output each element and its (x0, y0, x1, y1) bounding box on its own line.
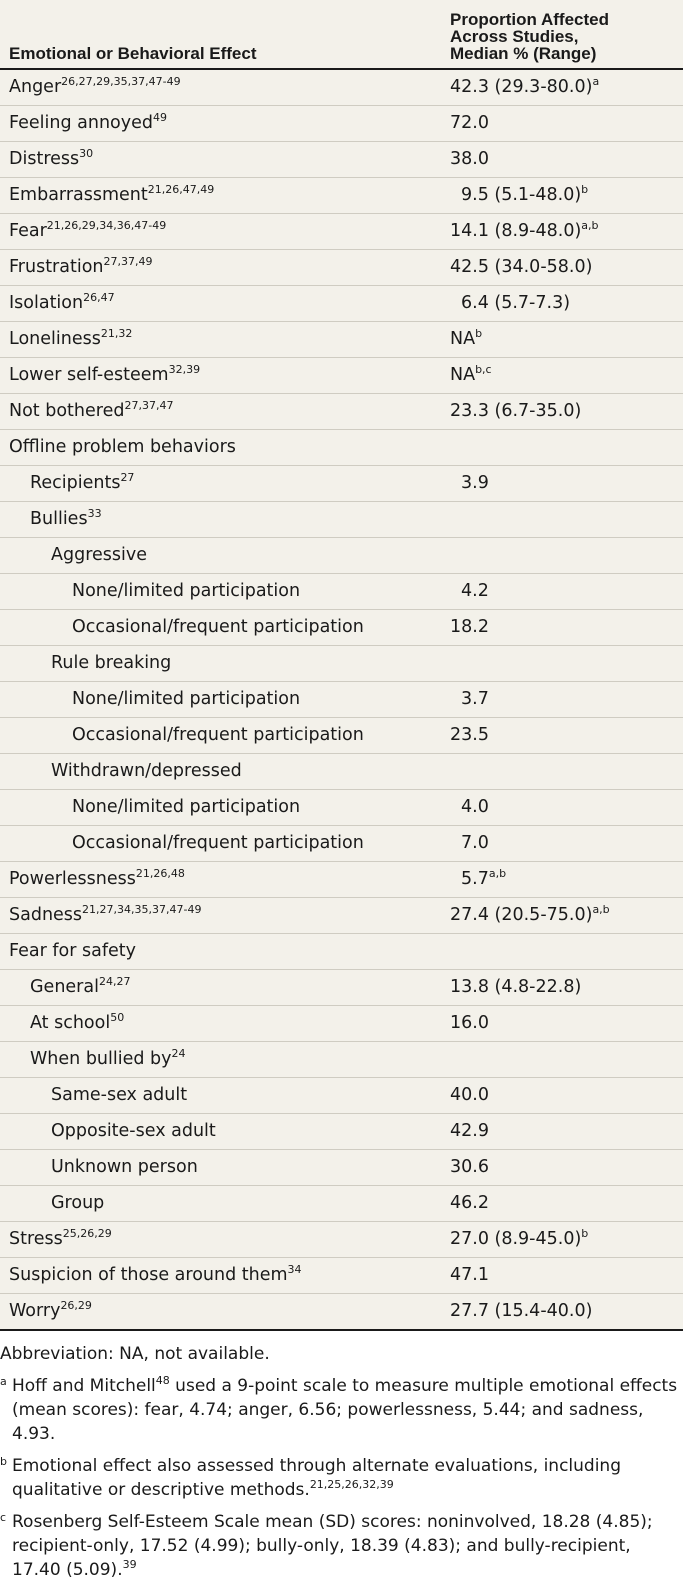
effect-label: Embarrassment (9, 185, 148, 205)
proportion-cell (450, 718, 489, 753)
proportion-value: 6.4 (5.7-7.3) (461, 293, 571, 313)
proportion-cell (450, 610, 489, 645)
proportion-value: NA (450, 329, 476, 349)
proportion-value: 42.9 (450, 1121, 489, 1141)
proportion-cell (450, 322, 482, 357)
effect-cell (72, 610, 364, 645)
effect-label: Frustration (9, 257, 104, 277)
proportion-value: 14.1 (8.9-48.0) (450, 221, 582, 241)
effect-refs: 27,37,49 (103, 255, 153, 268)
effect-label: Isolation (9, 293, 84, 313)
proportion-value: NA (450, 365, 476, 385)
table-row (0, 1150, 683, 1186)
table-row (0, 682, 683, 718)
table-row (0, 934, 683, 970)
table-row (0, 358, 683, 394)
footnote-b-mark: b (0, 1455, 7, 1468)
table-row (0, 502, 683, 538)
effect-refs: 50 (110, 1011, 125, 1024)
effect-cell (9, 430, 236, 465)
effect-refs: 33 (87, 507, 102, 520)
effect-cell (51, 1150, 198, 1185)
effect-refs: 27,37,47 (124, 399, 174, 412)
footnote-a-ref: 48 (155, 1374, 170, 1387)
proportion-value: 9.5 (5.1-48.0) (461, 185, 582, 205)
proportion-cell (450, 1186, 489, 1221)
table-row (0, 142, 683, 178)
proportion-cell (450, 394, 581, 429)
effect-refs: 49 (152, 111, 167, 124)
proportion-cell (450, 70, 599, 105)
effect-cell (30, 466, 134, 501)
footnote-marks: a,b (592, 903, 610, 916)
effect-label: Powerlessness (9, 869, 136, 889)
proportion-cell (450, 1294, 592, 1329)
proportion-value: 23.5 (450, 725, 489, 745)
table-row (0, 862, 683, 898)
table-row (0, 538, 683, 574)
table-row (0, 646, 683, 682)
proportion-value: 27.4 (20.5-75.0) (450, 905, 593, 925)
proportion-value: 16.0 (450, 1013, 489, 1033)
footnote-marks: b,c (475, 363, 492, 376)
effect-label: Not bothered (9, 401, 125, 421)
footnote-marks: b (581, 183, 589, 196)
proportion-value: 38.0 (450, 149, 489, 169)
table-row (0, 718, 683, 754)
header-proportion (450, 11, 609, 62)
table-row (0, 250, 683, 286)
proportion-value: 4.2 (461, 581, 489, 601)
proportion-cell (461, 682, 489, 717)
effect-refs: 26,27,29,35,37,47-49 (61, 75, 181, 88)
effect-cell (51, 1186, 104, 1221)
effect-label: Opposite-sex adult (51, 1121, 216, 1141)
footnote-a: $^a$ Hoff and Mitchell$^{48}$ used a 9-point scale to measure multiple emotional effects (mean scores): fear, 4.74; anger, 6.56; powerlessness, 5.44; and sadness, 4.93. (0, 1374, 678, 1444)
table-row (0, 610, 683, 646)
effect-cell (9, 106, 167, 141)
table-row (0, 574, 683, 610)
effect-refs: 32,39 (168, 363, 201, 376)
effect-label: Offline problem behaviors (9, 437, 236, 457)
effect-label: Feeling annoyed (9, 113, 153, 133)
proportion-value: 18.2 (450, 617, 489, 637)
table-row (0, 286, 683, 322)
effect-label: Rule breaking (51, 653, 172, 673)
effect-cell (9, 1294, 92, 1329)
footnote-marks: a (592, 75, 600, 88)
table-row (0, 70, 683, 106)
table-row (0, 898, 683, 934)
proportion-cell (461, 574, 489, 609)
proportion-cell (450, 970, 581, 1005)
proportion-cell (461, 178, 588, 213)
footnote-b-ref: 21,25,26,32,39 (309, 1478, 394, 1491)
proportion-value: 42.5 (34.0-58.0) (450, 257, 593, 277)
effect-cell (30, 1042, 186, 1077)
effect-label: None/limited participation (72, 581, 301, 601)
table-row (0, 1258, 683, 1294)
effect-cell (72, 682, 300, 717)
effect-label: Bullies (30, 509, 88, 529)
effect-label: Fear (9, 221, 47, 241)
proportion-value: 3.7 (461, 689, 489, 709)
effect-cell (9, 178, 214, 213)
proportion-cell (461, 826, 489, 861)
effect-label: None/limited participation (72, 689, 301, 709)
effect-label: Occasional/frequent participation (72, 833, 364, 853)
effect-label: Anger (9, 77, 62, 97)
effect-label: Unknown person (51, 1157, 198, 1177)
table-row (0, 178, 683, 214)
effect-cell (9, 322, 132, 357)
effect-refs: 21,26,29,34,36,47-49 (46, 219, 167, 232)
effect-label: Lower self-esteem (9, 365, 169, 385)
effect-cell (9, 1222, 112, 1257)
effect-label: Stress (9, 1229, 63, 1249)
proportion-cell (450, 1006, 489, 1041)
table-row (0, 790, 683, 826)
table-header (0, 0, 683, 70)
effect-label: When bullied by (30, 1049, 172, 1069)
proportion-cell (461, 862, 506, 897)
effect-refs: 25,26,29 (62, 1227, 112, 1240)
effect-label: Suspicion of those around them (9, 1265, 288, 1285)
proportion-cell (450, 1114, 489, 1149)
footnote-c: $^c$ Rosenberg Self-Esteem Scale mean (SD) scores: noninvolved, 18.28 (4.85); recipient-only, 17.52 (4.99); bully-only, 18.39 (4.83); and bully-recipient, 17.40 (5.09).$^{39}$ (0, 1511, 653, 1580)
proportion-value: 5.7 (461, 869, 489, 889)
effect-label: Recipients (30, 473, 121, 493)
table-row (0, 430, 683, 466)
table-row (0, 1222, 683, 1258)
proportion-value: 42.3 (29.3-80.0) (450, 77, 593, 97)
proportion-cell (450, 250, 592, 285)
effect-label: Sadness (9, 905, 83, 925)
effect-refs: 21,32 (100, 327, 133, 340)
effect-cell (30, 1006, 124, 1041)
effect-cell (72, 574, 300, 609)
table-row (0, 1006, 683, 1042)
effect-cell (9, 862, 185, 897)
effect-cell (30, 502, 102, 537)
proportion-value: 3.9 (461, 473, 489, 493)
footnote-marks: b (475, 327, 483, 340)
proportion-cell (450, 1078, 489, 1113)
effect-cell (72, 790, 300, 825)
effect-cell (72, 826, 364, 861)
proportion-value: 13.8 (4.8-22.8) (450, 977, 582, 997)
effect-refs: 27 (120, 471, 135, 484)
effect-label: Same-sex adult (51, 1085, 188, 1105)
footnote-marks: b (581, 1227, 589, 1240)
effect-label: General (30, 977, 99, 997)
effect-cell (72, 718, 364, 753)
effect-label: Worry (9, 1301, 61, 1321)
header-proportion-line-3: Median % (Range) (450, 44, 597, 63)
footnote-marks: a,b (581, 219, 599, 232)
table-row (0, 394, 683, 430)
effect-label: Aggressive (51, 545, 147, 565)
proportion-value: 72.0 (450, 113, 489, 133)
effect-cell (9, 394, 173, 429)
effect-refs: 21,26,48 (135, 867, 185, 880)
proportion-value: 30.6 (450, 1157, 489, 1177)
effect-cell (9, 250, 152, 285)
effect-cell (9, 934, 136, 969)
proportion-cell (461, 466, 489, 501)
footnote-c-ref: 39 (122, 1558, 137, 1571)
footnote-b: $^b$ Emotional effect also assessed through alternate evaluations, including qualitative or descriptive methods.$^{21,25,26,32,39}$ (0, 1455, 621, 1500)
table-row (0, 1078, 683, 1114)
table-row (0, 754, 683, 790)
header-proportion-line-2: Across Studies, (450, 27, 579, 46)
effect-refs: 34 (287, 1263, 302, 1276)
table-row (0, 466, 683, 502)
abbreviation-note: Abbreviation: NA, not available. (0, 1344, 270, 1364)
proportion-value: 47.1 (450, 1265, 489, 1285)
table-row (0, 1186, 683, 1222)
table-body (0, 70, 683, 1329)
effect-cell (51, 538, 147, 573)
effect-label: None/limited participation (72, 797, 301, 817)
table-row (0, 826, 683, 862)
effect-cell (51, 754, 242, 789)
proportion-cell (450, 898, 610, 933)
footnote-c-mark: c (0, 1511, 7, 1524)
effect-cell (9, 286, 115, 321)
effect-label: Distress (9, 149, 80, 169)
header-effect: Emotional or Behavioral Effect (9, 44, 257, 63)
footnote-a-mark: a (0, 1375, 7, 1388)
proportion-cell (461, 790, 489, 825)
effect-cell (30, 970, 130, 1005)
effect-refs: 24,27 (98, 975, 131, 988)
effect-label: Loneliness (9, 329, 101, 349)
proportion-value: 40.0 (450, 1085, 489, 1105)
effect-cell (9, 898, 201, 933)
effect-cell (9, 1258, 302, 1293)
effect-label: Occasional/frequent participation (72, 725, 364, 745)
proportion-cell (450, 1222, 588, 1257)
effect-refs: 24 (171, 1047, 186, 1060)
effect-refs: 21,26,47,49 (147, 183, 215, 196)
table-row (0, 1114, 683, 1150)
proportion-cell (450, 106, 489, 141)
effect-cell (9, 142, 93, 177)
proportion-cell (461, 286, 570, 321)
effect-label: Group (51, 1193, 105, 1213)
table-row (0, 322, 683, 358)
proportion-value: 4.0 (461, 797, 489, 817)
table-row (0, 214, 683, 250)
proportion-cell (450, 358, 492, 393)
proportion-cell (450, 214, 599, 249)
effect-label: Occasional/frequent participation (72, 617, 364, 637)
footnote-marks: a,b (488, 867, 507, 880)
table-row (0, 1294, 683, 1329)
table-footnotes (0, 1342, 683, 1582)
header-proportion-line-1: Proportion Affected (450, 10, 609, 29)
effect-refs: 30 (79, 147, 94, 160)
table-row (0, 970, 683, 1006)
proportion-value: 27.7 (15.4-40.0) (450, 1301, 593, 1321)
effect-label: Withdrawn/depressed (51, 761, 242, 781)
table-row (0, 106, 683, 142)
effect-refs: 21,27,34,35,37,47-49 (82, 903, 202, 916)
proportion-cell (450, 142, 489, 177)
effect-label: At school (30, 1013, 111, 1033)
table-row (0, 1042, 683, 1078)
effect-label: Fear for safety (9, 941, 136, 961)
effect-cell (51, 1078, 187, 1113)
effect-cell (51, 1114, 216, 1149)
proportion-value: 46.2 (450, 1193, 489, 1213)
effect-cell (51, 646, 171, 681)
effect-cell (9, 214, 166, 249)
proportion-value: 23.3 (6.7-35.0) (450, 401, 582, 421)
effect-cell (9, 358, 200, 393)
proportion-value: 27.0 (8.9-45.0) (450, 1229, 582, 1249)
proportion-value: 7.0 (461, 833, 489, 853)
proportion-cell (450, 1258, 489, 1293)
effect-refs: 26,29 (60, 1299, 92, 1312)
effect-cell (9, 70, 181, 105)
proportion-cell (450, 1150, 489, 1185)
effect-refs: 26,47 (83, 291, 115, 304)
